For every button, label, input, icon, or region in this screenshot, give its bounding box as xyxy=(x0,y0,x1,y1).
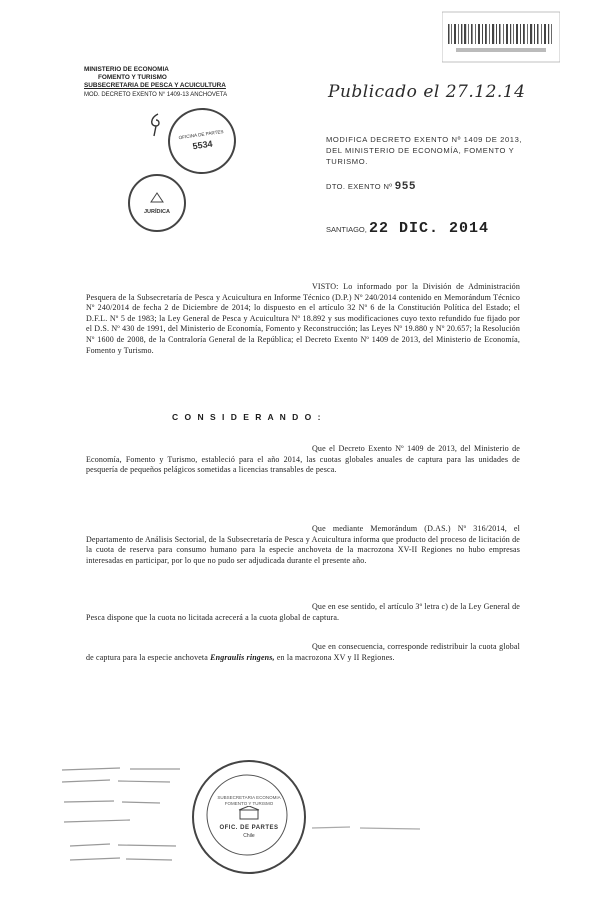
considerando-paragraph: Que en ese sentido, el artículo 3º letra c) de la Ley General de Pesca dispone que la cuota no licitada acrecerá a la cuota global de captura. xyxy=(86,602,520,622)
decree-label: DTO. EXENTO Nº xyxy=(326,182,393,191)
ministry-header xyxy=(84,66,274,99)
header-line: MOD. DECRETO EXENTO N° 1409-13 ANCHOVETA xyxy=(84,91,228,98)
considerando-paragraph xyxy=(86,642,520,663)
office-stamp xyxy=(164,104,241,179)
visto-text: Lo informado por la División de Administración Pesquera de la Subsecretaría de Pesca y Acuicultura en Informe Técnico (D.P.) Nº 240/2014 contenido en Memorándum Técnico Nº 240/2014 de fecha 2 de Diciembre de 2014; lo dispuesto en el artículo 32 Nº 6 de la Constitución Política del Estado; el D.F.L. Nº 5 de 1983; la Ley General de Pesca y Acuicultura Nº 18.892 y sus modificaciones cuyo texto refundido fue fijado por el D.S. Nº 430 de 1991, del Ministerio de Economía, Fomento y Reconstrucción; las Leyes Nº 19.880 y Nº 20.657; la Resolución Nº 1600 de 2008, de la Contraloría General de la República; el Decreto Exento Nº 1409 de 2013, del Ministerio de Economía, Fomento y Turismo. xyxy=(86,282,520,355)
decree-subject: MODIFICA DECRETO EXENTO Nº 1409 DE 2013, DEL MINISTERIO DE ECONOMÍA, FOMENTO Y TURISMO. xyxy=(326,135,523,166)
visto-label: VISTO: xyxy=(312,282,339,291)
header-line: MINISTERIO DE ECONOMIA xyxy=(84,66,169,73)
seal-chile-label: Chile xyxy=(243,832,255,839)
decree-number: 955 xyxy=(394,180,417,192)
handwritten-note: Publicado el 27.12.14 xyxy=(328,82,526,102)
coat-of-arms-icon xyxy=(149,192,165,204)
considerando-paragraph: Que mediante Memorándum (D.AS.) Nº 316/2014, el Departamento de Análisis Sectorial, de la Subsecretaría de Pesca y Acuicultura informa que producto del proceso de licitación de la cuota de reserva para consumo humano para la especie anchoveta de la macrozona XV-II Regiones no hubo empresas interesadas en participar, por lo que no pudo ser adjudicada durante el presente año. xyxy=(86,524,520,565)
seal-building-icon xyxy=(237,806,261,820)
decree-date: 22 DIC. 2014 xyxy=(368,220,489,237)
considerando-paragraph: Que el Decreto Exento Nº 1409 de 2013, del Ministerio de Economía, Fomento y Turismo, estableció para el año 2014, las cuotas globales anuales de captura para las unidades de pesquería de pequeños pelágicos sometidas a licencias transables de pesca. xyxy=(86,444,520,475)
initial-scribble-icon xyxy=(146,112,166,138)
species-name: Engraulis ringens, xyxy=(210,652,275,662)
seal-ring-text: SUBSECRETARIA ECONOMIA FOMENTO Y TURISMO xyxy=(217,795,281,806)
barcode-icon xyxy=(442,8,560,63)
paragraph-text: en la macrozona XV y II Regiones. xyxy=(276,652,395,662)
juridica-stamp xyxy=(128,174,186,232)
considerando-heading: C O N S I D E R A N D O : xyxy=(172,412,323,422)
signature-scribble-icon xyxy=(310,820,430,840)
signature-scribble-icon xyxy=(60,760,230,880)
stamp-office-label: OFICINA DE PARTES xyxy=(178,129,224,141)
header-line: SUBSECRETARIA DE PESCA Y ACUICULTURA xyxy=(84,82,226,90)
barcode-stamp xyxy=(442,8,560,63)
header-line: FOMENTO Y TURISMO xyxy=(98,74,167,82)
stamp-receipt-number: 5534 xyxy=(191,138,214,152)
place-date-line xyxy=(326,220,489,237)
place-label: SANTIAGO, xyxy=(326,225,367,234)
handwritten-initial xyxy=(146,112,166,143)
seal-partes-label: OFIC. DE PARTES xyxy=(219,824,279,831)
faded-signature xyxy=(60,760,230,880)
paragraph-text: Que en consecuencia, corresponde redistribuir la cuota global de captura para la especie anchoveta xyxy=(86,642,520,662)
faded-signature xyxy=(310,820,430,845)
decree-number-line xyxy=(326,180,416,192)
visto-paragraph xyxy=(86,282,520,378)
stamp-juridica-label: JURÍDICA xyxy=(144,209,170,215)
